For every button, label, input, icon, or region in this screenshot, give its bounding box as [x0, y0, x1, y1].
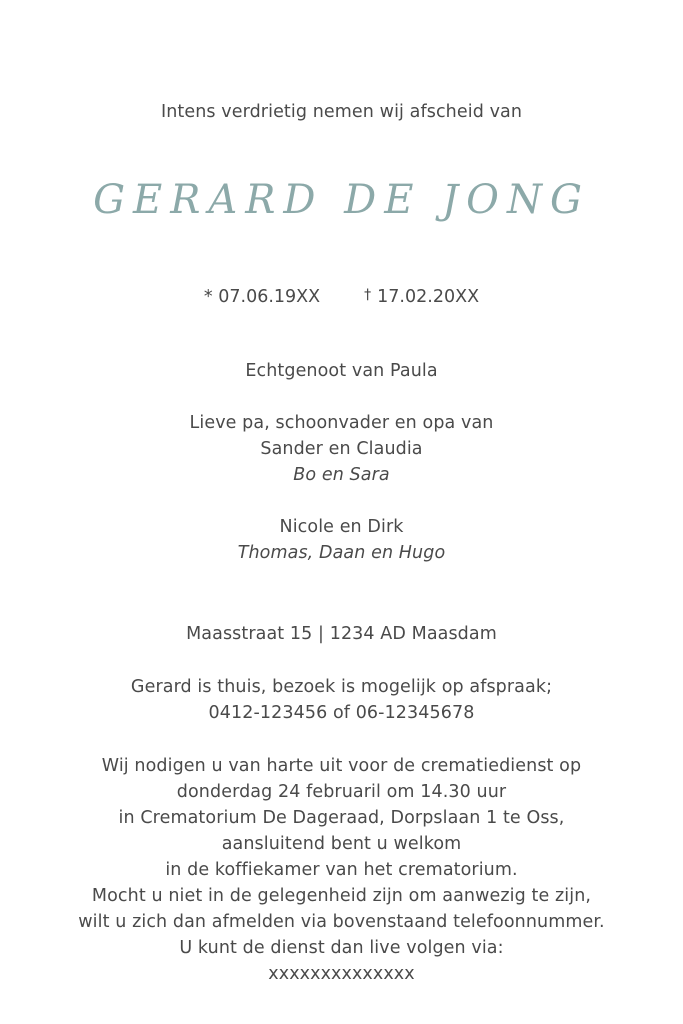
- deceased-name: GERARD DE JONG: [93, 177, 590, 223]
- service-line: Mocht u niet in de gelegenheid zijn om aanwezig te zijn,: [91, 886, 592, 906]
- service-line: donderdag 24 februaril om 14.30 uur: [176, 782, 507, 802]
- death-date: 17.02.20XX: [377, 287, 480, 307]
- visit-line-1: Gerard is thuis, bezoek is mogelijk op afspraak;: [130, 677, 553, 697]
- service-line: Wij nodigen u van harte uit voor de crematiedienst op: [101, 756, 582, 776]
- service-line: aansluitend bent u welkom: [221, 834, 462, 854]
- service-line: U kunt de dienst dan live volgen via:: [179, 938, 504, 958]
- role-text: Lieve pa, schoonvader en opa van: [189, 413, 494, 433]
- child-couple-2: Nicole en Dirk: [279, 517, 404, 537]
- spouse-text: Echtgenoot van Paula: [245, 361, 438, 381]
- cross-icon: †: [364, 287, 372, 303]
- livestream-link[interactable]: xxxxxxxxxxxxxx: [268, 964, 415, 984]
- visit-line-2: 0412-123456 of 06-12345678: [208, 703, 475, 723]
- service-line: in de koffiekamer van het crematorium.: [165, 860, 518, 880]
- birth-date: 07.06.19XX: [218, 287, 321, 307]
- birth-symbol: *: [203, 287, 213, 307]
- child-couple-1: Sander en Claudia: [260, 439, 423, 459]
- service-line: in Crematorium De Dageraad, Dorpslaan 1 te Oss,: [118, 808, 565, 828]
- service-line: wilt u zich dan afmelden via bovenstaand telefoonnummer.: [78, 912, 605, 932]
- grandchildren-2: Thomas, Daan en Hugo: [237, 543, 446, 563]
- life-dates: [0, 282, 683, 310]
- grandchildren-1: Bo en Sara: [293, 465, 390, 485]
- address-text: Maasstraat 15 | 1234 AD Maasdam: [186, 624, 497, 644]
- intro-text: Intens verdrietig nemen wij afscheid van: [160, 102, 523, 122]
